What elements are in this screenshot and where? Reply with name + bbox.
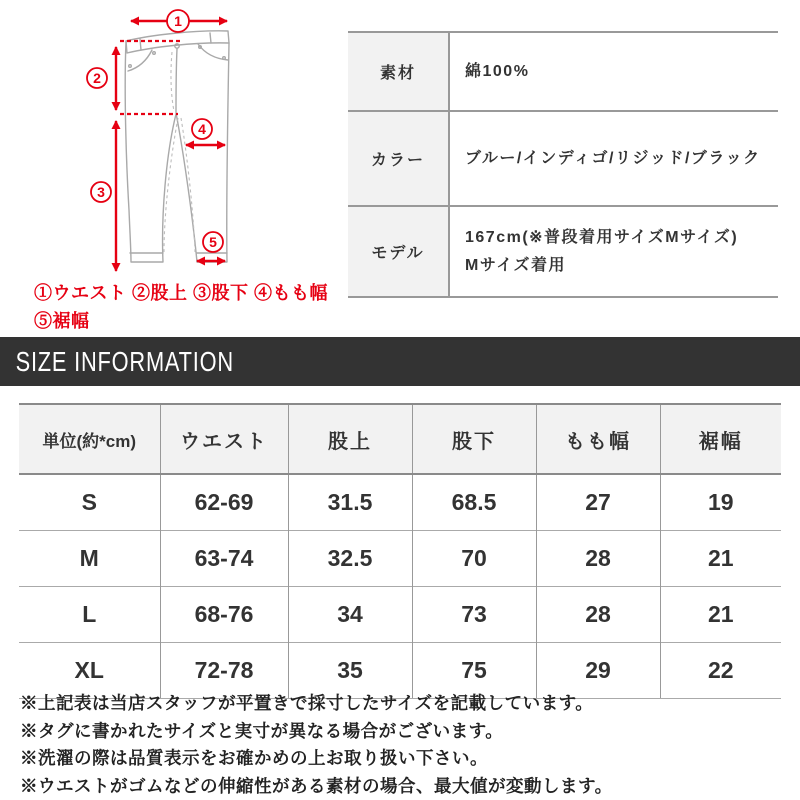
note-line: ※上記表は当店スタッフが平置きで採寸したサイズを記載しています。	[20, 693, 594, 713]
size-table-header-row	[19, 404, 781, 474]
cell-waist: 72-78	[160, 643, 288, 699]
cell-hem: 21	[660, 531, 781, 587]
spec-value-line: ブルー/インディゴ/リジッド/ブラック	[465, 149, 761, 167]
cell-waist: 62-69	[160, 474, 288, 531]
cell-thigh: 27	[536, 474, 660, 531]
table-row-l	[19, 587, 781, 643]
cell-thigh: 28	[536, 531, 660, 587]
callout-5-number: 5	[209, 234, 217, 250]
header-waist: ウエスト	[160, 404, 288, 474]
callout-3-number: 3	[97, 184, 105, 200]
spec-value-model	[449, 206, 778, 297]
cell-hem: 22	[660, 643, 781, 699]
size-label: XL	[19, 643, 160, 699]
header-unit: 単位(約*cm)	[19, 404, 160, 474]
cell-hem: 21	[660, 587, 781, 643]
cell-rise: 32.5	[288, 531, 412, 587]
cell-inseam: 73	[412, 587, 536, 643]
callout-4	[192, 119, 212, 139]
legend-line-2: ⑤裾幅	[34, 311, 90, 331]
size-table	[19, 403, 781, 699]
size-label: S	[19, 474, 160, 531]
section-title: SIZE INFORMATION	[15, 345, 234, 377]
spec-value-material	[449, 32, 778, 111]
product-spec-table	[348, 31, 778, 298]
legend-line-1: ①ウエスト ②股上 ③股下 ④もも幅	[34, 283, 329, 303]
cell-inseam: 75	[412, 643, 536, 699]
spec-label-color: カラー	[348, 111, 449, 206]
spec-value-color	[449, 111, 778, 206]
pants-illustration	[125, 31, 229, 262]
spec-value-line: Mサイズ着用	[465, 256, 567, 274]
cell-waist: 63-74	[160, 531, 288, 587]
note-line: ※洗濯の際は品質表示をお確かめの上お取り扱い下さい。	[20, 748, 488, 768]
cell-thigh: 29	[536, 643, 660, 699]
cell-thigh: 28	[536, 587, 660, 643]
measurement-notes	[20, 690, 613, 800]
cell-waist: 68-76	[160, 587, 288, 643]
size-label: L	[19, 587, 160, 643]
cell-inseam: 70	[412, 531, 536, 587]
cell-hem: 19	[660, 474, 781, 531]
size-information-header	[0, 337, 800, 386]
callout-3	[91, 182, 111, 202]
spec-row-color	[348, 111, 778, 206]
spec-label-model: モデル	[348, 206, 449, 297]
header-inseam: 股下	[412, 404, 536, 474]
header-rise: 股上	[288, 404, 412, 474]
callout-4-number: 4	[198, 121, 206, 137]
table-row-s	[19, 474, 781, 531]
spec-label-material: 素材	[348, 32, 449, 111]
header-thigh: もも幅	[536, 404, 660, 474]
note-line: ※タグに書かれたサイズと実寸が異なる場合がございます。	[20, 720, 504, 741]
spec-row-model	[348, 206, 778, 297]
callout-1	[167, 10, 189, 32]
callout-2	[87, 68, 107, 88]
note-line: ※ウエストがゴムなどの伸縮性がある素材の場合、最大値が変動します。	[20, 775, 613, 796]
callout-2-number: 2	[93, 70, 101, 86]
cell-rise: 35	[288, 643, 412, 699]
pants-measurement-diagram	[0, 0, 345, 278]
measurement-legend	[34, 279, 354, 335]
cell-inseam: 68.5	[412, 474, 536, 531]
cell-rise: 34	[288, 587, 412, 643]
table-row-m	[19, 531, 781, 587]
spec-row-material	[348, 32, 778, 111]
callout-5	[203, 232, 223, 252]
header-hem: 裾幅	[660, 404, 781, 474]
callout-1-number: 1	[174, 13, 182, 29]
size-label: M	[19, 531, 160, 587]
cell-rise: 31.5	[288, 474, 412, 531]
spec-value-line: 167cm(※普段着用サイズMサイズ)	[465, 228, 739, 246]
spec-value-line: 綿100%	[465, 62, 530, 80]
